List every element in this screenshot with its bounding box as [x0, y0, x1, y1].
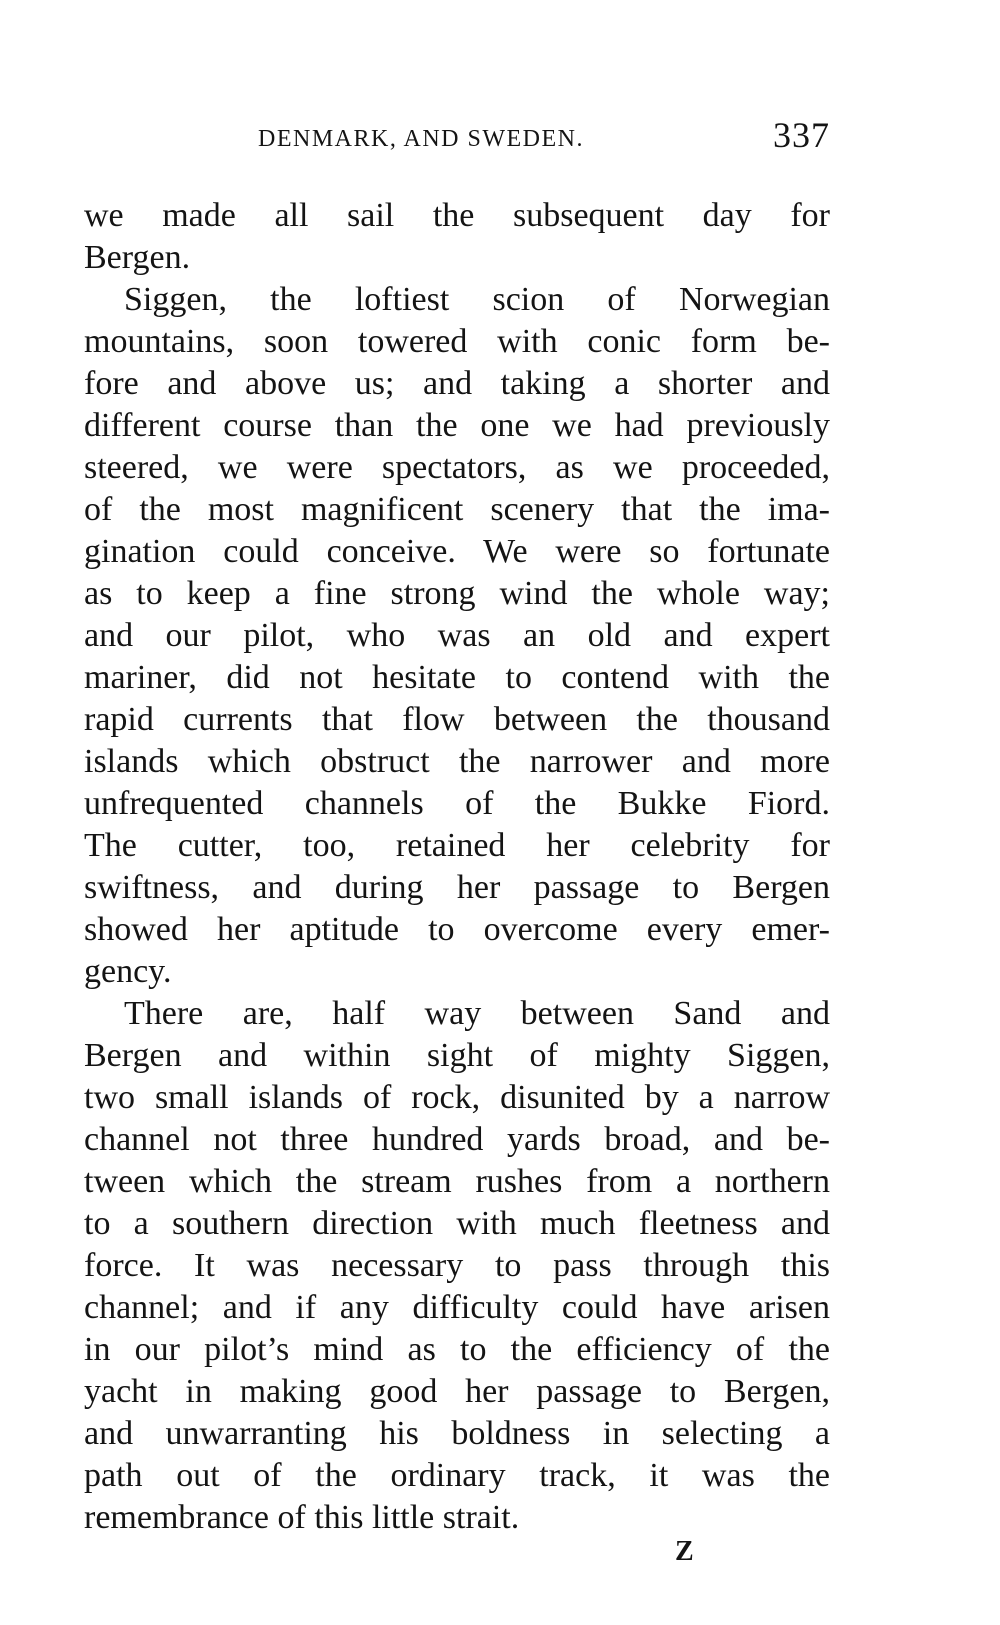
text-line: channel not three hundred yards broad, and be- [84, 1121, 830, 1158]
running-head [84, 110, 830, 160]
signature-mark: Z [675, 1536, 694, 1567]
text-line: Bergen and within sight of mighty Siggen, [84, 1037, 830, 1074]
text-line: two small islands of rock, disunited by a narrow [84, 1079, 830, 1116]
text-line: unfrequented channels of the Bukke Fiord. [84, 785, 830, 822]
text-line: force. It was necessary to pass through this [84, 1247, 830, 1284]
text-line: yacht in making good her passage to Bergen, [84, 1373, 830, 1410]
text-line: Bergen. [84, 239, 191, 276]
text-line: channel; and if any difficulty could have arisen [84, 1289, 830, 1326]
text-line: showed her aptitude to overcome every emer- [84, 911, 830, 948]
text-line: and our pilot, who was an old and expert [84, 617, 830, 654]
text-line: There are, half way between Sand and [124, 995, 830, 1032]
page-number: 337 [773, 115, 830, 155]
text-line: remembrance of this little strait. [84, 1499, 520, 1536]
text-line: mountains, soon towered with conic form be- [84, 323, 830, 360]
text-line: we made all sail the subsequent day for [84, 197, 830, 234]
text-line: swiftness, and during her passage to Bergen [84, 869, 830, 906]
text-line: in our pilot’s mind as to the efficiency of the [84, 1331, 830, 1368]
text-line: gency. [84, 953, 172, 990]
text-line: tween which the stream rushes from a northern [84, 1163, 830, 1200]
text-line: The cutter, too, retained her celebrity for [84, 827, 830, 864]
running-title: DENMARK, AND SWEDEN. [258, 126, 584, 152]
text-line: different course than the one we had previously [84, 407, 830, 444]
text-line: Siggen, the loftiest scion of Norwegian [124, 281, 830, 318]
body-text [84, 195, 830, 1539]
text-line: to a southern direction with much fleetness and [84, 1205, 830, 1242]
text-line: rapid currents that flow between the thousand [84, 701, 830, 738]
text-line: steered, we were spectators, as we proceeded, [84, 449, 830, 486]
text-line: and unwarranting his boldness in selecting a [84, 1415, 830, 1452]
text-line: mariner, did not hesitate to contend with the [84, 659, 830, 696]
text-line: of the most magnificent scenery that the ima- [84, 491, 830, 528]
text-line: fore and above us; and taking a shorter and [84, 365, 830, 402]
text-line: islands which obstruct the narrower and more [84, 743, 830, 780]
text-line: gination could conceive. We were so fortunate [84, 533, 830, 570]
text-line: as to keep a fine strong wind the whole way; [84, 575, 830, 612]
text-line: path out of the ordinary track, it was the [84, 1457, 830, 1494]
